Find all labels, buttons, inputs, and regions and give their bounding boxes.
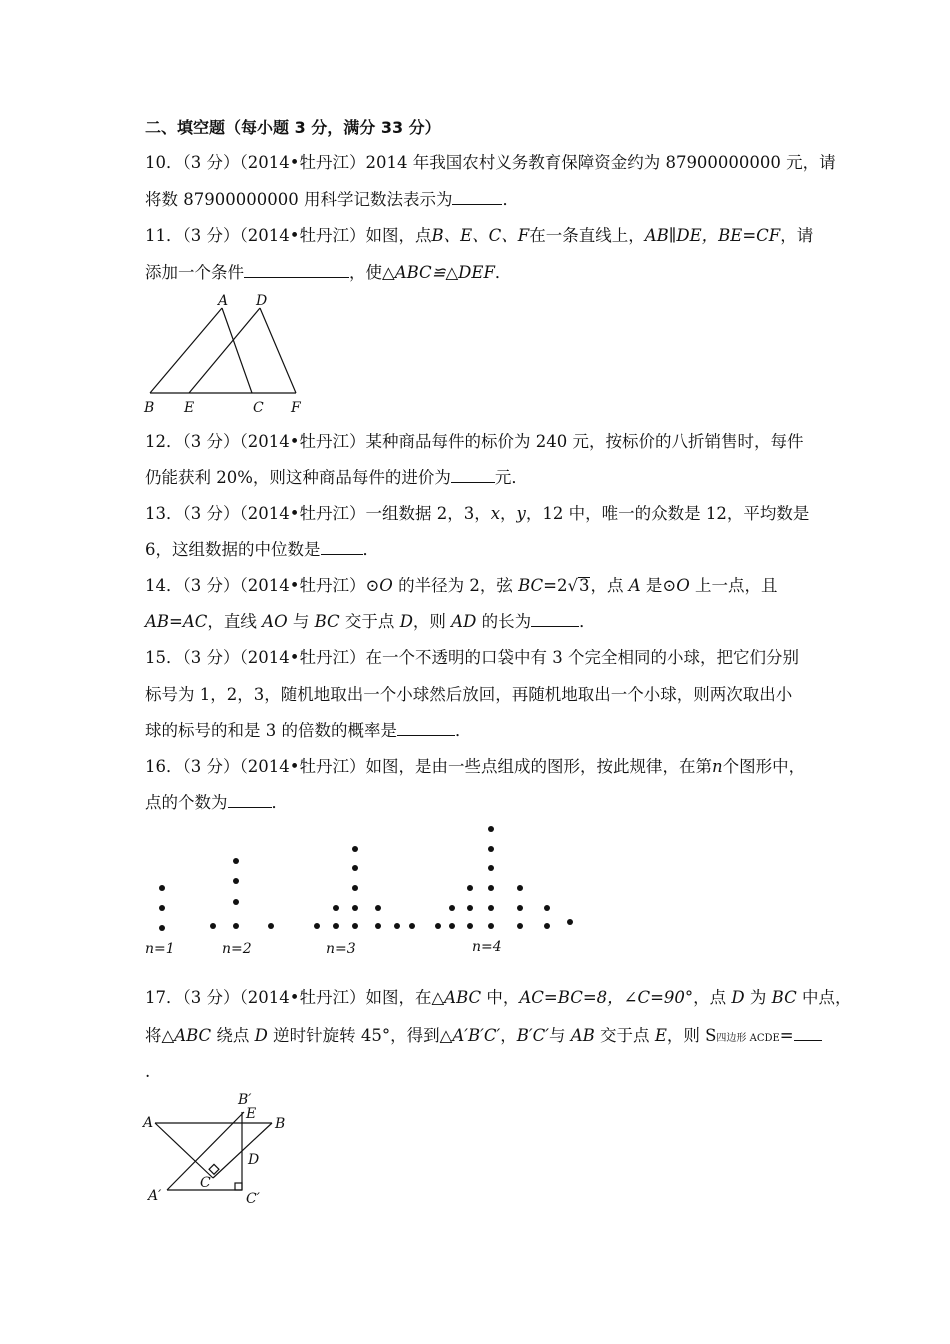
q17-equalities: AC=BC=8，∠C=90° <box>519 988 694 1007</box>
q11-text5: ，使 <box>349 263 382 282</box>
q17-text6: 将 <box>145 1026 162 1045</box>
q17-text8: 逆时针旋转 45°，得到 <box>267 1026 440 1045</box>
q15-line1: 15．（3 分）（2014•牡丹江）在一个不透明的口袋中有 3 个完全相同的小球，把它们分别 <box>145 648 799 667</box>
q17-tri: △ABC <box>431 988 482 1007</box>
q17-d: D <box>731 988 745 1007</box>
q13-text: 13．（3 分）（2014•牡丹江）一组数据 2，3， <box>145 504 491 523</box>
q16-line2 <box>145 793 288 813</box>
q11-text3: ，请 <box>780 226 814 245</box>
q14-ab-ac: AB=AC <box>145 612 208 631</box>
q14-text7: 与 <box>287 612 315 631</box>
q16-text: 16．（3 分）（2014•牡丹江）如图，是由一些点组成的图形，按此规律，在第 <box>145 757 712 776</box>
q15-line2: 标号为 1，2，3，随机地取出一个小球然后放回，再随机地取出一个小球，则两次取出小 <box>145 685 793 704</box>
q17-text7: 绕点 <box>211 1026 255 1045</box>
q14-a: A <box>628 576 641 595</box>
answer-blank[interactable] <box>397 721 455 736</box>
answer-blank[interactable] <box>794 1026 822 1041</box>
q14-eq: =2 <box>543 576 568 595</box>
label-e: E <box>184 400 195 416</box>
q11-figure <box>140 290 320 420</box>
q14-ad: AD <box>451 612 477 631</box>
q10-text: 将数 87900000000 用科学记数法表示为 <box>145 190 453 209</box>
q14-o2: O <box>676 576 690 595</box>
q14-d: D <box>399 612 413 631</box>
q17-bc: BC <box>771 988 797 1007</box>
q10-line1: 10．（3 分）（2014•牡丹江）2014 年我国农村义务教育保障资金约为 87900000000 元，请 <box>145 153 836 172</box>
label-c1: C′ <box>246 1191 260 1207</box>
label-n1: n=1 <box>145 941 175 957</box>
q17-text5: 中点， <box>796 988 852 1007</box>
segment-ba <box>150 308 222 393</box>
label-f: F <box>291 400 301 416</box>
label-a1: A′ <box>148 1188 162 1204</box>
label-d: D <box>248 1152 260 1168</box>
label-b: B <box>144 400 155 416</box>
q13-text2: ，12 中，唯一的众数是 12，平均数是 <box>525 504 810 523</box>
q12-end: 元． <box>494 468 528 487</box>
q11-text: 11．（3 分）（2014•牡丹江）如图，点 <box>145 226 432 245</box>
sqrt-icon: √ <box>567 576 578 595</box>
q14-text2: 的半径为 2，弦 <box>392 576 519 595</box>
label-n2: n=2 <box>222 941 252 957</box>
label-n3: n=3 <box>326 941 356 957</box>
label-a: A <box>143 1115 154 1131</box>
q14-text6: ，直线 <box>207 612 263 631</box>
q14-text8: 交于点 <box>339 612 400 631</box>
q17-text11: 交于点 <box>594 1026 655 1045</box>
q13-var-x: x <box>490 504 501 523</box>
q16-text2: 个图形中， <box>722 757 806 776</box>
q10-end: ． <box>502 190 519 209</box>
q16-text3: 点的个数为 <box>145 793 228 812</box>
q12-line2 <box>145 468 528 488</box>
q17-tri3: △A′B′C′ <box>439 1026 501 1045</box>
q14-radicand: 3 <box>578 576 590 595</box>
q11-points: B、E、C、F <box>431 226 530 245</box>
segment-ac <box>155 1123 213 1178</box>
q11-end: ． <box>494 263 512 282</box>
q17-ab: AB <box>570 1026 595 1045</box>
q15-text: 球的标号的和是 3 的倍数的概率是 <box>145 721 397 740</box>
q14-text5: 上一点，且 <box>689 576 778 595</box>
q17-d2: D <box>254 1026 268 1045</box>
q17-text9: ， <box>500 1026 517 1045</box>
q13-var-y: y <box>516 504 526 523</box>
section-title: 二、填空题（每小题 3 分，满分 33 分） <box>145 118 441 137</box>
q11-condition: AB∥DE，BE=CF <box>644 226 781 245</box>
q14-text10: 的长为 <box>476 612 532 631</box>
q11-line1 <box>145 226 813 246</box>
q13-line1 <box>145 504 809 524</box>
q16-end: ． <box>271 793 288 812</box>
q14-text4: 是⊙ <box>640 576 677 595</box>
answer-blank[interactable] <box>228 793 272 808</box>
q10-line2 <box>145 190 519 210</box>
q17-text: 17．（3 分）（2014•牡丹江）如图，在 <box>145 988 432 1007</box>
q14-text3: ，点 <box>590 576 629 595</box>
segment-df <box>260 308 296 393</box>
q13-sep: ， <box>500 504 517 523</box>
q11-congruence: △ABC≌△DEF <box>382 263 495 282</box>
q14-bc2: BC <box>314 612 340 631</box>
answer-blank[interactable] <box>531 612 579 627</box>
q17-line1 <box>145 988 851 1008</box>
q16-line1 <box>145 757 805 777</box>
q17-text4: 为 <box>744 988 772 1007</box>
q14-text9: ，则 <box>412 612 452 631</box>
label-b1: B′ <box>238 1092 252 1108</box>
right-angle-c <box>209 1164 219 1174</box>
q17-figure <box>140 1090 300 1215</box>
q14-o: O <box>379 576 393 595</box>
q14-end: ． <box>579 612 596 631</box>
q14-text: 14．（3 分）（2014•牡丹江）⊙ <box>145 576 380 595</box>
q17-text10: 与 <box>549 1026 571 1045</box>
answer-blank[interactable] <box>451 468 495 483</box>
q12-line1: 12．（3 分）（2014•牡丹江）某种商品每件的标价为 240 元，按标价的八折销售时，每件 <box>145 432 804 451</box>
q16-n: n <box>711 757 723 776</box>
right-angle-c1 <box>235 1183 242 1190</box>
label-n4: n=4 <box>472 939 502 955</box>
q17-text3: ，点 <box>693 988 732 1007</box>
q14-line2 <box>145 612 596 632</box>
q17-bc3: B′C′ <box>516 1026 550 1045</box>
label-c: C <box>253 400 264 416</box>
answer-blank[interactable] <box>452 190 502 205</box>
q11-text4: 添加一个条件 <box>145 263 244 282</box>
answer-blank[interactable] <box>321 540 363 555</box>
segment-ed <box>189 308 260 393</box>
q17-line3: . <box>145 1062 151 1081</box>
q11-line2 <box>145 263 511 283</box>
q13-end: ． <box>362 540 379 559</box>
q17-text12: ，则 S <box>666 1026 717 1045</box>
q17-subscript: 四边形 ACDE <box>716 1033 780 1044</box>
label-e: E <box>246 1106 257 1122</box>
label-d: D <box>256 293 268 309</box>
q14-bc: BC <box>518 576 544 595</box>
segment-ac <box>222 308 252 393</box>
label-a: A <box>218 293 229 309</box>
q14-ao: AO <box>262 612 288 631</box>
label-c: C <box>200 1175 211 1191</box>
q15-end: ． <box>455 721 472 740</box>
q17-line2 <box>145 1026 822 1049</box>
q17-eq: = <box>779 1026 794 1045</box>
answer-blank[interactable] <box>244 263 349 278</box>
q15-line3 <box>145 721 472 741</box>
q11-text2: 在一条直线上， <box>529 226 645 245</box>
q17-tri2: △ABC <box>161 1026 212 1045</box>
q14-line1 <box>145 576 778 596</box>
q12-text: 仍能获利 20%，则这种商品每件的进价为 <box>145 468 451 487</box>
q16-dot-figure <box>140 815 600 960</box>
q13-line2 <box>145 540 379 560</box>
q17-text2: 中， <box>481 988 520 1007</box>
q17-e: E <box>654 1026 667 1045</box>
label-b: B <box>275 1116 286 1132</box>
q13-text3: 6，这组数据的中位数是 <box>145 540 321 559</box>
